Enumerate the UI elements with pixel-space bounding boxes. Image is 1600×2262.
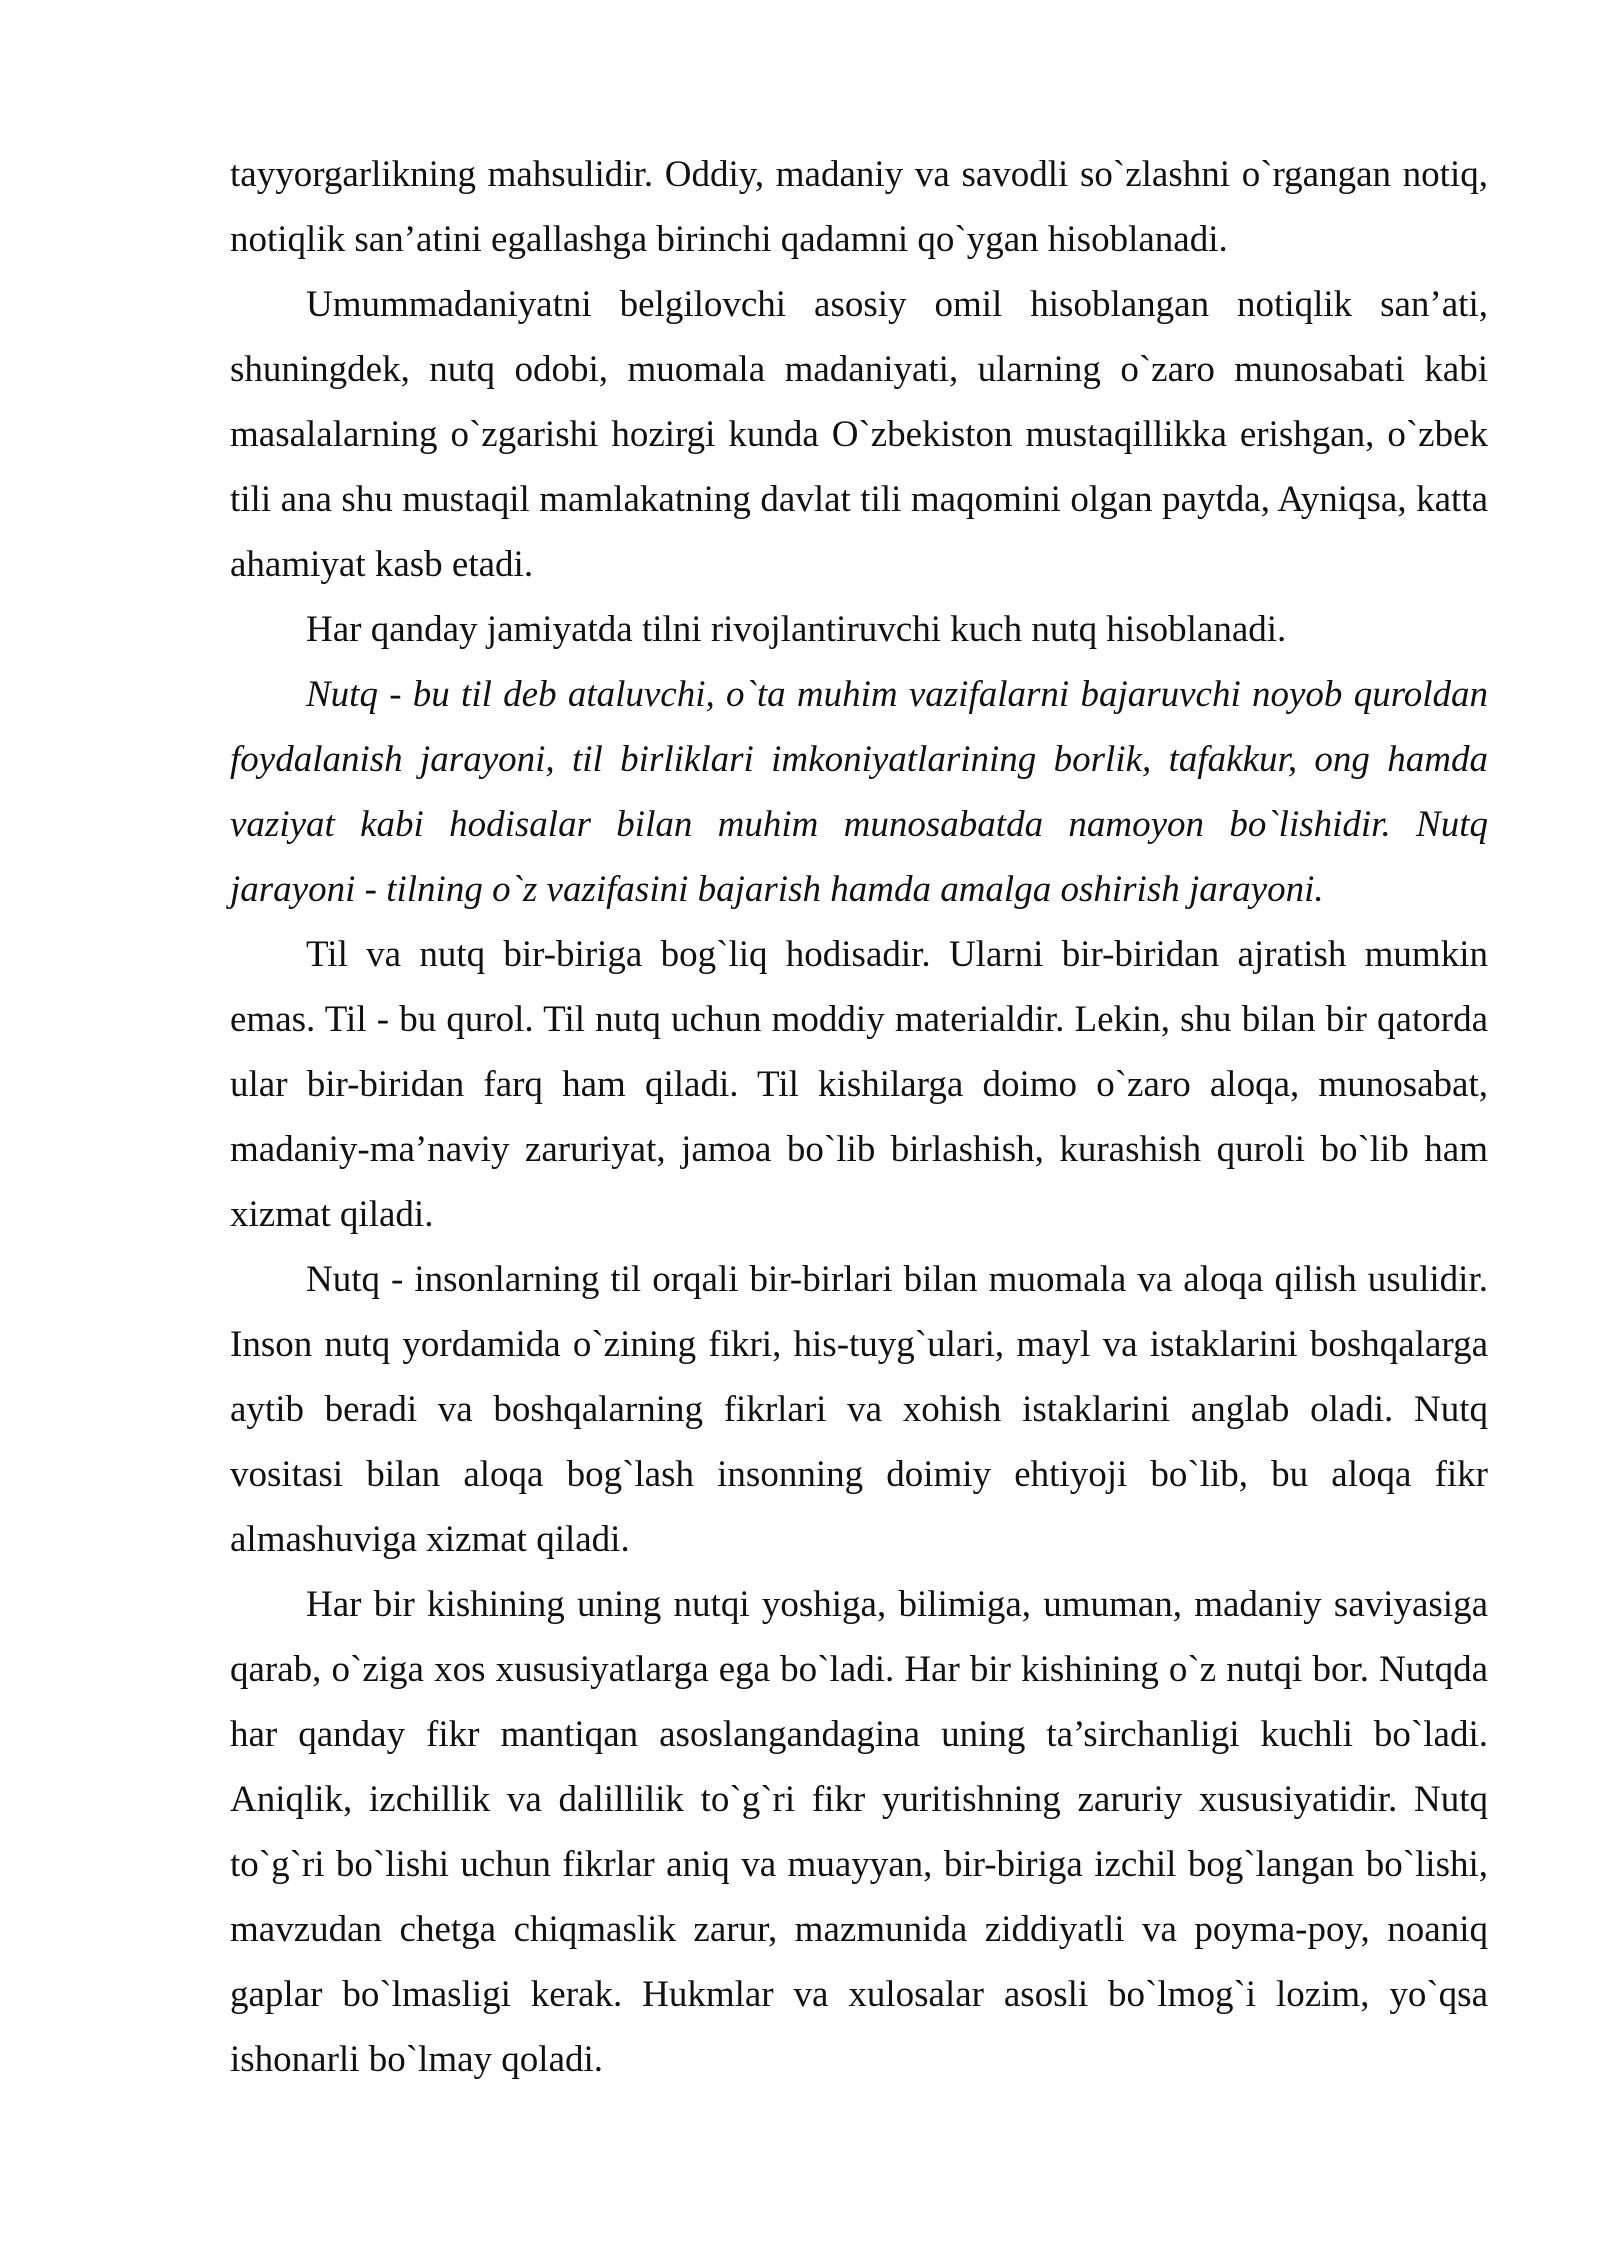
- paragraph-6: Nutq - insonlarning til orqali bir-birlari bilan muomala va aloqa qilish usulidir. Inson nutq yordamida o`zining fikri, his-tuyg`ulari, mayl va istaklarini boshqalarga aytib beradi va boshqalarning fikrlari va xohish istaklarini anglab oladi. Nutq vositasi bilan aloqa bog`lash insonning doimiy ehtiyoji bo`lib, bu aloqa fikr almashuviga xizmat qiladi.: [230, 1259, 1488, 1560]
- paragraph-4-definition: Nutq - bu til deb ataluvchi, o`ta muhim vazifalarni bajaruvchi noyob quroldan foydalanish jarayoni, til birliklari imkoniyatlarining borlik, tafakkur, ong hamda vaziyat kabi hodisalar bilan muhim munosabatda namoyon bo`lishidir. Nutq jarayoni - tilning o`z vazifasini bajarish hamda amalga oshirish jarayoni.: [230, 674, 1488, 910]
- document-page: [230, 142, 1488, 2092]
- paragraph-2: Umummadaniyatni belgilovchi asosiy omil hisoblangan notiqlik san’ati, shuningdek, nutq odobi, muomala madaniyati, ularning o`zaro munosabati kabi masalalarning o`zgarishi hozirgi kunda O`zbekiston mustaqillikka erishgan, o`zbek tili ana shu mustaqil mamlakatning davlat tili maqomini olgan paytda, Ayniqsa, katta ahamiyat kasb etadi.: [230, 284, 1488, 585]
- paragraph-5: Til va nutq bir-biriga bog`liq hodisadir. Ularni bir-biridan ajratish mumkin emas. Til - bu qurol. Til nutq uchun moddiy materialdir. Lekin, shu bilan bir qatorda ular bir-biridan farq ham qiladi. Til kishilarga doimo o`zaro aloqa, munosabat, madaniy-ma’naviy zaruriyat, jamoa bo`lib birlashish, kurashish quroli bo`lib ham xizmat qiladi.: [230, 934, 1488, 1235]
- paragraph-7: Har bir kishining uning nutqi yoshiga, bilimiga, umuman, madaniy saviyasiga qarab, o`ziga xos xususiyatlarga ega bo`ladi. Har bir kishining o`z nutqi bor. Nutqda har qanday fikr mantiqan asoslangandagina uning ta’sirchanligi kuchli bo`ladi. Aniqlik, izchillik va dalillilik to`g`ri fikr yuritishning zaruriy xususiyatidir. Nutq to`g`ri bo`lishi uchun fikrlar aniq va muayyan, bir-biriga izchil bog`langan bo`lishi, mavzudan chetga chiqmaslik zarur, mazmunida ziddiyatli va poyma-poy, noaniq gaplar bo`lmasligi kerak. Hukmlar va xulosalar asosli bo`lmog`i lozim, yo`qsa ishonarli bo`lmay qoladi.: [230, 1584, 1488, 2080]
- paragraph-3: Har qanday jamiyatda tilni rivojlantiruvchi kuch nutq hisoblanadi.: [306, 609, 1287, 650]
- paragraph-1: tayyorgarlikning mahsulidir. Oddiy, madaniy va savodli so`zlashni o`rgangan notiq, notiqlik san’atini egallashga birinchi qadamni qo`ygan hisoblanadi.: [230, 154, 1488, 260]
